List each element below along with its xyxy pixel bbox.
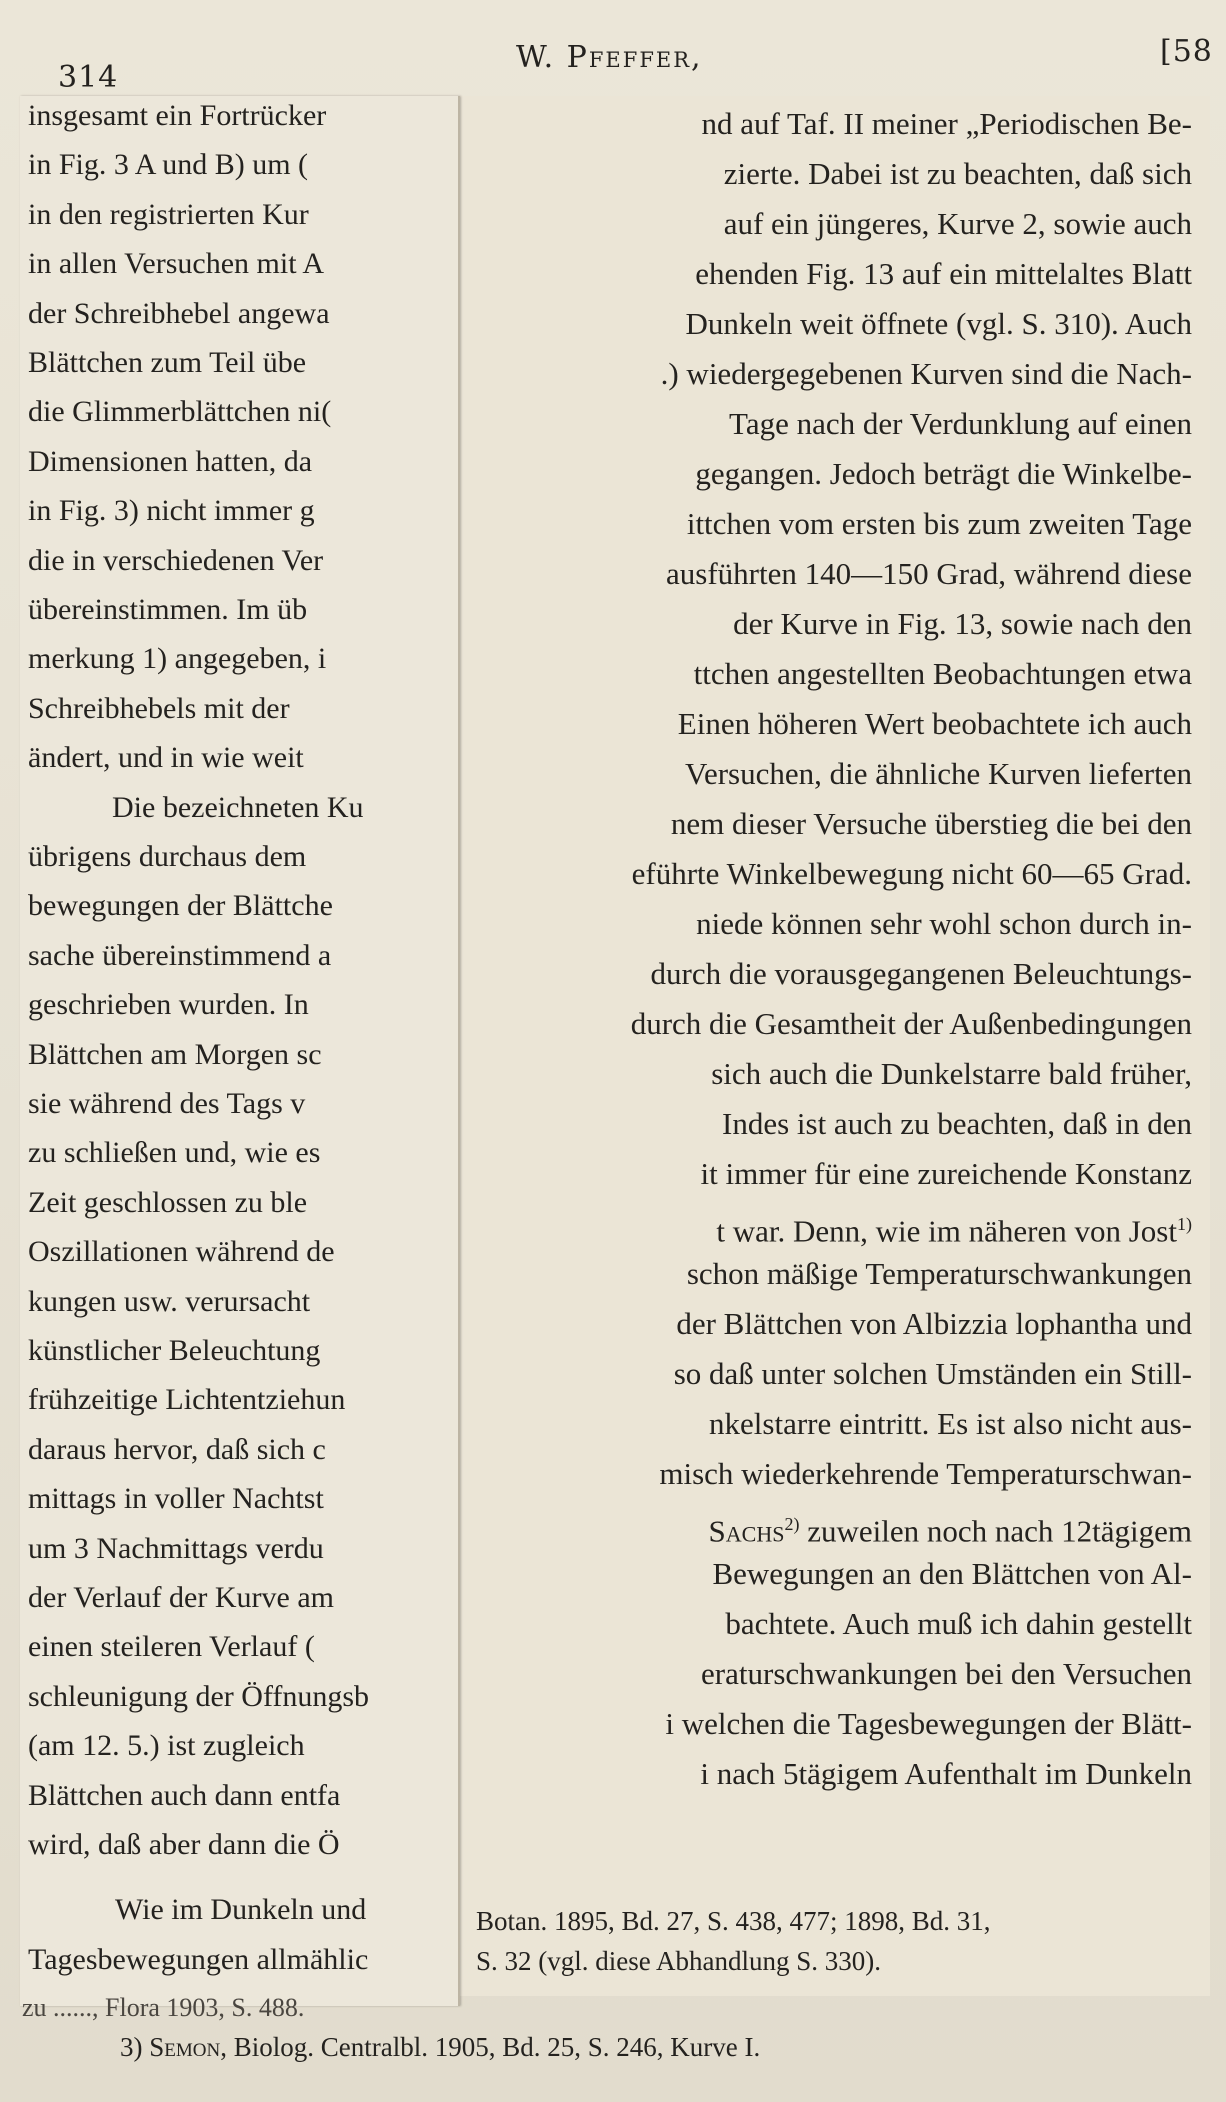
- right-column-line: [716, 1206, 1192, 1249]
- left-strip-line: (am 12. 5.) ist zugleich: [28, 1729, 305, 1763]
- right-footnote-line: Botan. 1895, Bd. 27, S. 438, 477; 1898, Bd. 31,: [476, 1906, 991, 1936]
- left-text-strip: [20, 96, 460, 2006]
- right-column-line-text: zuweilen noch nach 12tägigem: [807, 1513, 1192, 1549]
- right-column-line: durch die Gesamtheit der Außenbedingungen: [630, 1006, 1192, 1041]
- left-strip-line: der Verlauf der Kurve am: [28, 1581, 334, 1614]
- left-strip-line: der Schreibhebel angewa: [28, 296, 330, 330]
- cut-footnote: zu ......, Flora 1903, S. 488.: [22, 1993, 305, 2022]
- footnote-text: , Biolog. Centralbl. 1905, Bd. 25, S. 246, Kurve I.: [220, 2032, 761, 2062]
- footnote-ref: 2): [784, 1514, 800, 1534]
- footnote-ref: 1): [1177, 1214, 1192, 1234]
- footnote-author: Semon: [149, 2032, 221, 2062]
- right-text-column: [458, 96, 1210, 1996]
- right-footnote-line: S. 32 (vgl. diese Abhandlung S. 330).: [476, 1946, 881, 1976]
- right-column-line: Bewegungen an den Blättchen von Al-: [712, 1556, 1192, 1591]
- left-strip-line: übrigens durchaus dem: [28, 840, 307, 873]
- right-column-line: der Kurve in Fig. 13, sowie nach den: [733, 606, 1192, 641]
- right-column-line: Einen höheren Wert beobachtete ich auch: [677, 706, 1192, 741]
- right-column-line: niede können sehr wohl schon durch in-: [696, 906, 1192, 941]
- footnote-number: 3): [120, 2032, 143, 2062]
- right-column-line: ttchen angestellten Beobachtungen etwa: [693, 656, 1192, 691]
- left-strip-line: ändert, und in wie weit: [28, 741, 304, 775]
- left-strip-line: schleunigung der Öffnungsb: [28, 1679, 370, 1713]
- left-strip-line: in den registrierten Kur: [28, 197, 309, 231]
- left-strip-line: in Fig. 3 A und B) um (: [28, 148, 309, 182]
- right-column-line: it immer für eine zureichende Konstanz: [700, 1156, 1192, 1191]
- right-column-line: auf ein jüngeres, Kurve 2, sowie auch: [723, 206, 1192, 241]
- left-strip-line: übereinstimmen. Im üb: [28, 593, 308, 626]
- running-title: W. Pfeffer,: [516, 40, 703, 75]
- left-strip-line: bewegungen der Blättche: [28, 889, 333, 923]
- left-strip-line: geschrieben wurden. In: [28, 988, 309, 1022]
- right-column-line: sich auch die Dunkelstarre bald früher,: [711, 1056, 1192, 1091]
- left-strip-line: daraus hervor, daß sich c: [28, 1432, 326, 1466]
- right-column-line: .) wiedergegebenen Kurven sind die Nach-: [660, 356, 1192, 391]
- left-strip-line: in Fig. 3) nicht immer g: [28, 494, 315, 528]
- right-column-line: durch die vorausgegangenen Beleuchtungs-: [650, 956, 1192, 991]
- left-strip-line: Schreibhebels mit der: [28, 691, 290, 725]
- right-column-line: nkelstarre eintritt. Es ist also nicht aus-: [709, 1406, 1192, 1441]
- footnote-semon: [120, 2032, 760, 2063]
- right-column-line: nd auf Taf. II meiner „Periodischen Be-: [701, 106, 1192, 141]
- left-strip-line: Die bezeichneten Ku: [112, 790, 364, 824]
- left-strip-line: um 3 Nachmittags verdu: [28, 1531, 324, 1565]
- left-strip-line: die Glimmerblättchen ni(: [28, 395, 332, 429]
- right-column-line: gegangen. Jedoch beträgt die Winkelbe-: [695, 456, 1192, 491]
- left-strip-line: insgesamt ein Fortrücker: [28, 99, 327, 132]
- section-mark: [58: [1160, 34, 1213, 69]
- right-column-line: Versuchen, die ähnliche Kurven lieferten: [685, 756, 1192, 791]
- right-column-line: eraturschwankungen bei den Versuchen: [701, 1656, 1192, 1691]
- left-strip-line: sache übereinstimmend a: [28, 938, 332, 972]
- left-strip-line: Dimensionen hatten, da: [28, 444, 313, 478]
- right-column-line-text: t war. Denn, wie im näheren von Jost: [716, 1213, 1177, 1249]
- right-column-line: i nach 5tägigem Aufenthalt im Dunkeln: [700, 1756, 1192, 1791]
- right-column-line: schon mäßige Temperaturschwankungen: [686, 1256, 1192, 1291]
- left-strip-line: Blättchen am Morgen sc: [28, 1037, 322, 1071]
- left-strip-line: künstlicher Beleuchtung: [28, 1334, 321, 1367]
- left-strip-line: in allen Versuchen mit A: [28, 247, 325, 281]
- right-column-line: Dunkeln weit öffnete (vgl. S. 310). Auch: [685, 306, 1192, 341]
- right-column-line: so daß unter solchen Umständen ein Still-: [673, 1356, 1192, 1391]
- left-strip-line: merkung 1) angegeben, i: [28, 642, 327, 676]
- left-strip-line: Blättchen zum Teil übe: [28, 346, 307, 379]
- left-strip-line: Blättchen auch dann entfa: [28, 1778, 341, 1812]
- right-column-line: misch wiederkehrende Temperaturschwan-: [659, 1456, 1192, 1491]
- left-strip-line: mittags in voller Nachtst: [28, 1482, 324, 1516]
- left-strip-line: Oszillationen während de: [28, 1235, 335, 1269]
- right-column-line: i welchen die Tagesbewegungen der Blätt-: [665, 1706, 1192, 1741]
- page-number: 314: [58, 60, 119, 95]
- strip-edge: [458, 96, 460, 2006]
- right-column-line: ehenden Fig. 13 auf ein mittelaltes Blatt: [695, 256, 1192, 291]
- right-column-line: ausführten 140—150 Grad, während diese: [666, 556, 1192, 591]
- left-strip-line: zu schließen und, wie es: [28, 1136, 321, 1170]
- right-column-line: Indes ist auch zu beachten, daß in den: [722, 1106, 1192, 1141]
- right-column-line: zierte. Dabei ist zu beachten, daß sich: [723, 156, 1192, 191]
- left-strip-line: einen steileren Verlauf (: [28, 1630, 315, 1664]
- right-column-line: Tage nach der Verdunklung auf einen: [729, 406, 1192, 441]
- left-strip-line: Wie im Dunkeln und: [115, 1893, 367, 1927]
- right-column-line: ittchen vom ersten bis zum zweiten Tage: [686, 506, 1192, 541]
- right-column-line: eführte Winkelbewegung nicht 60—65 Grad.: [631, 856, 1192, 891]
- author-name: Sachs: [708, 1513, 785, 1549]
- right-column-line: der Blättchen von Albizzia lophantha und: [676, 1306, 1192, 1341]
- right-column-line: [709, 1506, 1192, 1549]
- right-column-line: nem dieser Versuche überstieg die bei den: [670, 806, 1192, 841]
- left-strip-line: kungen usw. verursacht: [28, 1284, 311, 1318]
- left-strip-line: frühzeitige Lichtentziehun: [28, 1383, 346, 1417]
- right-column-line: bachtete. Auch muß ich dahin gestellt: [725, 1606, 1192, 1641]
- left-strip-line: wird, daß aber dann die Ö: [28, 1828, 340, 1861]
- left-strip-line: die in verschiedenen Ver: [28, 543, 324, 577]
- left-strip-line: Zeit geschlossen zu ble: [28, 1185, 308, 1219]
- left-strip-line: sie während des Tags v: [28, 1087, 306, 1120]
- left-strip-line: Tagesbewegungen allmählic: [28, 1942, 369, 1976]
